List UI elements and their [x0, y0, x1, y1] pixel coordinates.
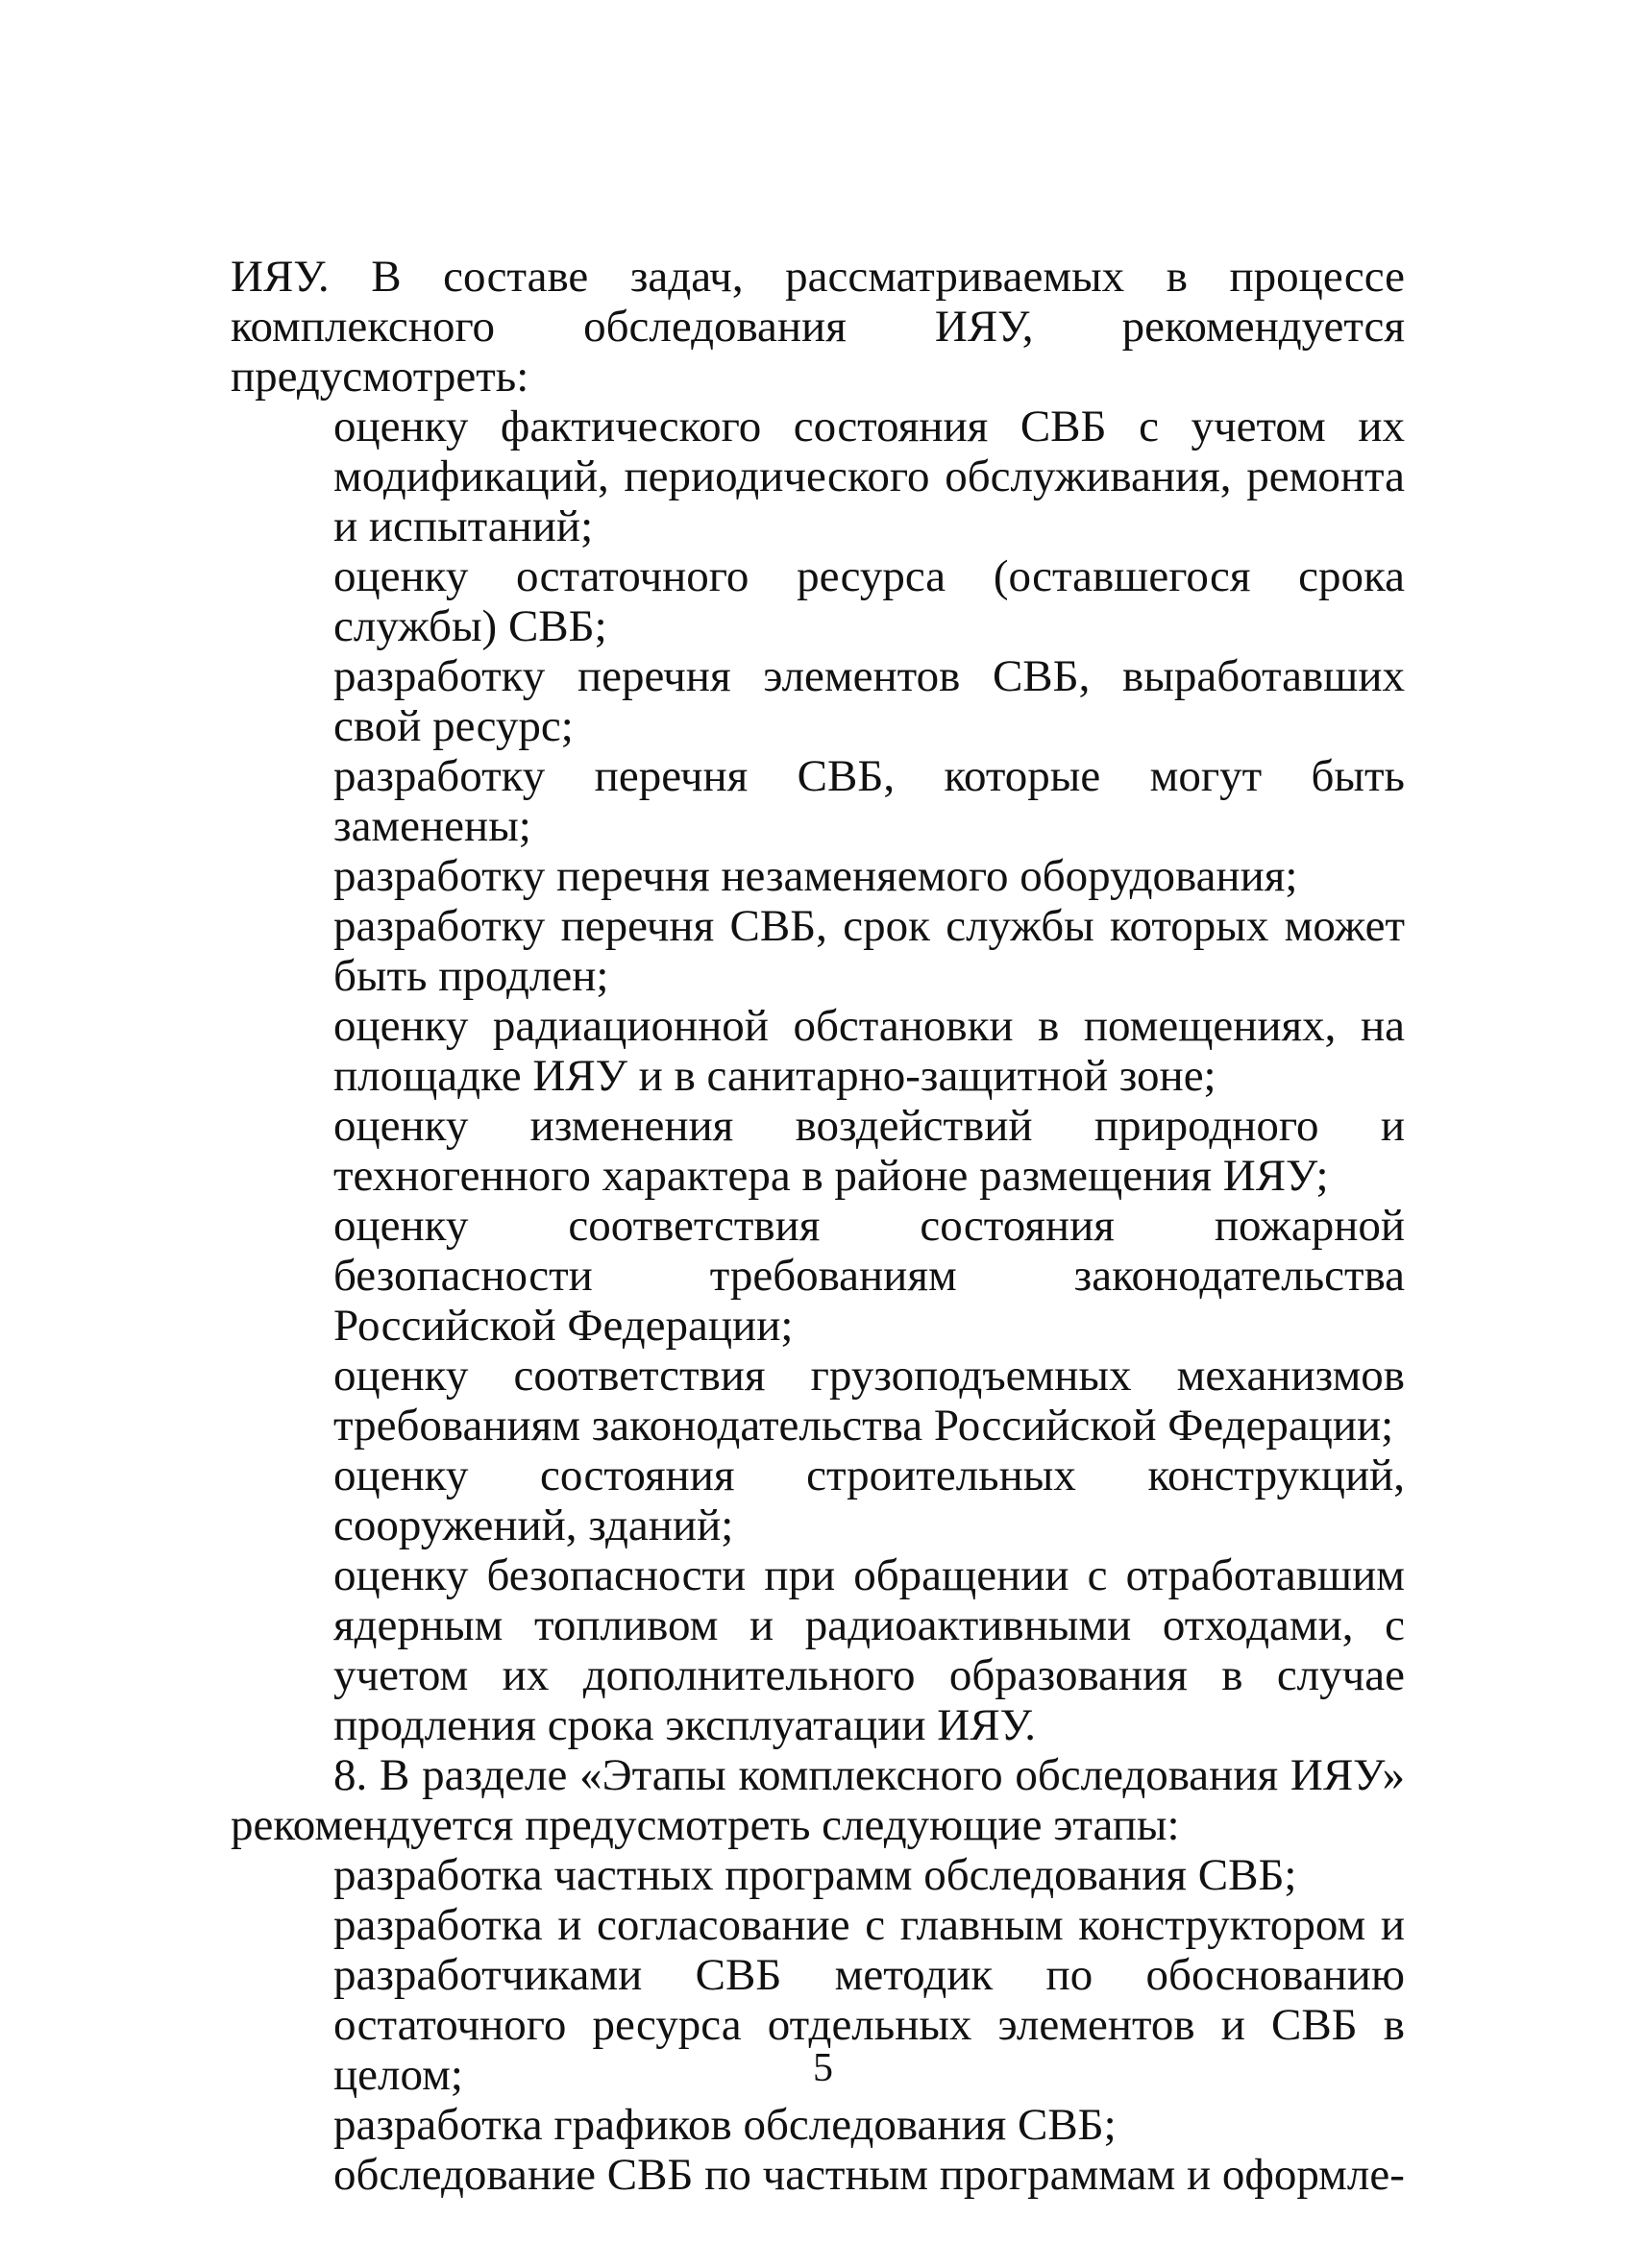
list-item: разработка и согласование с главным конструктором и разработчиками СВБ методик по обоснованию остаточного ресурса отдельных элементов и СВБ в целом;: [333, 1900, 1405, 2100]
list-item: разработка частных программ обследования СВБ;: [333, 1850, 1297, 1900]
list-item: оценку состояния строительных конструкций, сооружений, зданий;: [333, 1451, 1405, 1550]
list-item: оценку фактического состояния СВБ с учетом их модификаций, периодического обслуживания, ремонта и испытаний;: [333, 402, 1405, 551]
list-item: разработку перечня СВБ, которые могут быть заменены;: [333, 751, 1405, 851]
intro-paragraph: ИЯУ. В составе задач, рассматриваемых в процессе комплексного обследования ИЯУ, рекомендуется предусмотреть:: [231, 252, 1405, 402]
section-8-paragraph: 8. В разделе «Этапы комплексного обследования ИЯУ» рекомендуется предусмотреть следующие этапы:: [231, 1750, 1405, 1850]
list-item: разработку перечня незаменяемого оборудования;: [333, 851, 1298, 901]
list-item: разработку перечня элементов СВБ, выработавших свой ресурс;: [333, 651, 1405, 751]
document-body: [231, 252, 1405, 2200]
list-item: обследование СВБ по частным программам и оформле-: [333, 2150, 1405, 2200]
page-number: 5: [813, 2046, 833, 2090]
list-item: оценку соответствия состояния пожарной безопасности требованиям законодательства Российской Федерации;: [333, 1201, 1405, 1351]
list-item: оценку радиационной обстановки в помещениях, на площадке ИЯУ и в санитарно-защитной зоне;: [333, 1001, 1405, 1101]
list-item: оценку изменения воздействий природного и техногенного характера в районе размещения ИЯУ;: [333, 1101, 1405, 1201]
list-item: оценку остаточного ресурса (оставшегося срока службы) СВБ;: [333, 551, 1405, 651]
list-item: разработка графиков обследования СВБ;: [333, 2100, 1117, 2150]
list-item: оценку безопасности при обращении с отработавшим ядерным топливом и радиоактивными отходами, с учетом их дополнительного образования в случае продления срока эксплуатации ИЯУ.: [333, 1550, 1405, 1750]
list-item: разработку перечня СВБ, срок службы которых может быть продлен;: [333, 901, 1405, 1001]
list-item: оценку соответствия грузоподъемных механизмов требованиям законодательства Российской Федерации;: [333, 1351, 1405, 1451]
